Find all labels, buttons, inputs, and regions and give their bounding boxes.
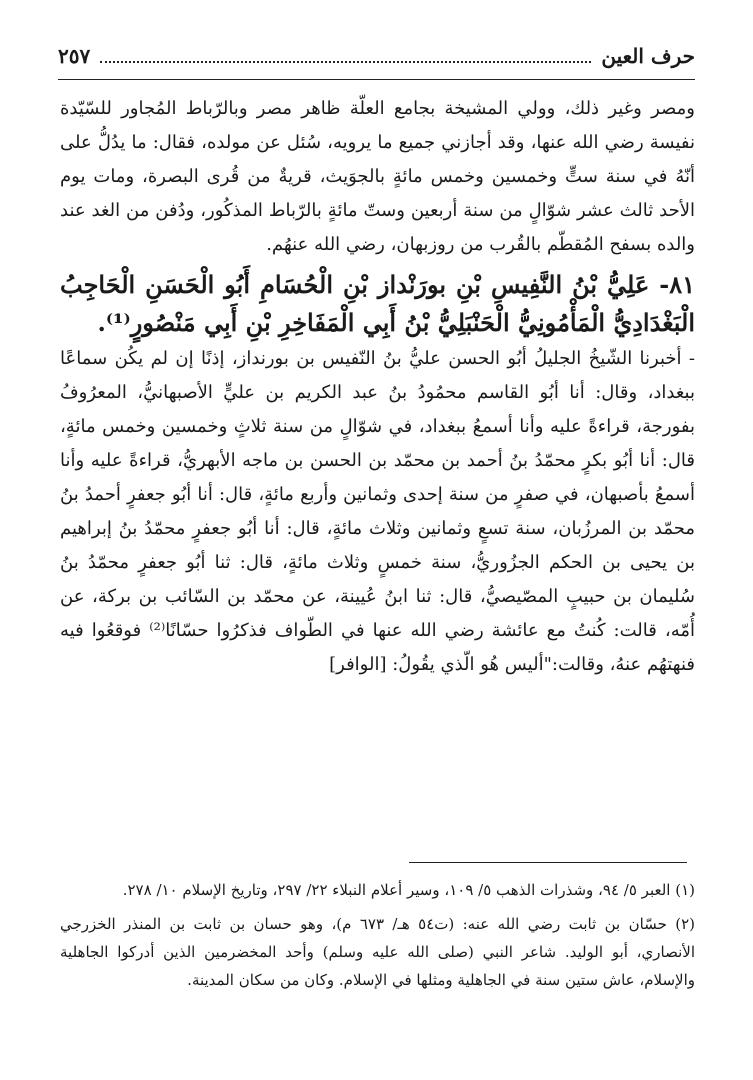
header-rule <box>58 79 695 80</box>
paragraph-continuation: ومصر وغير ذلك، وولي المشيخة بجامع العلّة ظاهر مصر وبالرّباط المُجاور للسّيّدة نفيسة رضي الله عنها، وقد أجازني جميع ما يرويه، سُئل عن مولده، فقال: ما يدُلُّ على أنّهُ في سنة ستٍّ وخمسين وخمس مائةٍ بالجوَيث، قريةٌ من قُرى البصرة، ومات يوم الأحد ثالث عشر شوّالٍ من سنة أربعين وستّ مائةٍ بالرّباط المذكُور، ودُفن من الغد عند والده بسفح المُقطّم بالقُرب من روزبهان، رضي الله عنهُم. <box>60 98 696 255</box>
running-header <box>58 38 695 74</box>
footnotes <box>60 876 695 1000</box>
chapter-title: حرف العين <box>601 44 695 68</box>
entry-number: ٨١- <box>659 270 695 299</box>
footnote-2: (٢) حسّان بن ثابت رضي الله عنه: (ت٥٤ هـ/ ٦٧٣ م)، وهو حسان بن ثابت بن المنذر الخزرجي الأنصاري، أبو الوليد. شاعر النبي (صلى الله عليه وسلم) وأحد المخضرمين الذين أدركوا الجاهلية والإسلام، عاش ستين سنة في الجاهلية ومثلها في الإسلام. وكان من سكان المدينة. <box>60 915 696 989</box>
footnote-1: (١) العبر ٥/ ٩٤، وشذرات الذهب ٥/ ١٠٩، وسير أعلام النبلاء ٢٢/ ٢٩٧، وتاريخ الإسلام ١٠/ ٢٧٨. <box>122 881 695 899</box>
entry-heading <box>60 266 695 342</box>
main-text <box>60 92 695 682</box>
page-number: ٢٥٧ <box>58 44 91 68</box>
footnote-rule <box>409 862 687 863</box>
paragraph-hadith-chain: - أخبرنا الشّيخُ الجليلُ أبُو الحسن عليُّ بنُ النّفيس بن بورنداز، إذنًا إن لم يكُن سماعًا ببغداد، وقال: أنا أبُو القاسم محمُودُ بنُ عبد الكريم بن عليٍّ الأصبهانيُّ، المعرُوفُ بفورجة، قراءةً عليه وأنا أسمعُ ببغداد، في شوّالٍ من سنة ثلاثٍ وخمسين وخمس مائةٍ، قال: أنا أبُو بكرٍ محمّدُ بنُ أحمد بن محمّد بن الحسن بن ماجه الأبهريُّ، قراءةً عليه وأنا أسمعُ بأصبهان، في صفرٍ من سنة إحدى وثمانين وأربع مائةٍ، قال: أنا أبُو جعفرٍ أحمدُ بنُ محمّد بن المرزُبان، سنة تسعٍ وثمانين وثلاث مائةٍ، قال: أنا أبُو جعفرٍ محمّدُ بنُ إبراهيم بن يحيى بن الحكم الجزُوريُّ، سنة خمسٍ وثلاث مائةٍ، قال: ثنا أبُو جعفرٍ محمّدُ بنُ سُليمان بن حبيبٍ المصّيصيُّ، قال: ثنا ابنُ عُيينة، عن محمّد بن السّائب بن بركة، عن أُمّه، قالت: كُنتُ مع عائشة رضي الله عنها في الطّواف فذكرُوا حسّانًا⁽²⁾ فوقعُوا فيه فنهتهُم عنهُ، وقالت:"أليس هُو الّذي يقُولُ: [الوافر] <box>60 348 695 675</box>
entry-name: عَلِيُّ بْنُ النَّفِيسِ بْنِ بورَنْداز بْنِ الْحُسَامِ أَبُو الْحَسَنِ الْحَاجِبُ الْبَغْدَادِيُّ الْمَأْمُونِيُّ الْحَنْبَلِيُّ بْنُ أَبِي الْمَفَاخِرِ بْنِ أَبِي مَنْصُورٍ⁽¹⁾. <box>60 270 695 337</box>
header-dot-leader <box>100 49 591 63</box>
